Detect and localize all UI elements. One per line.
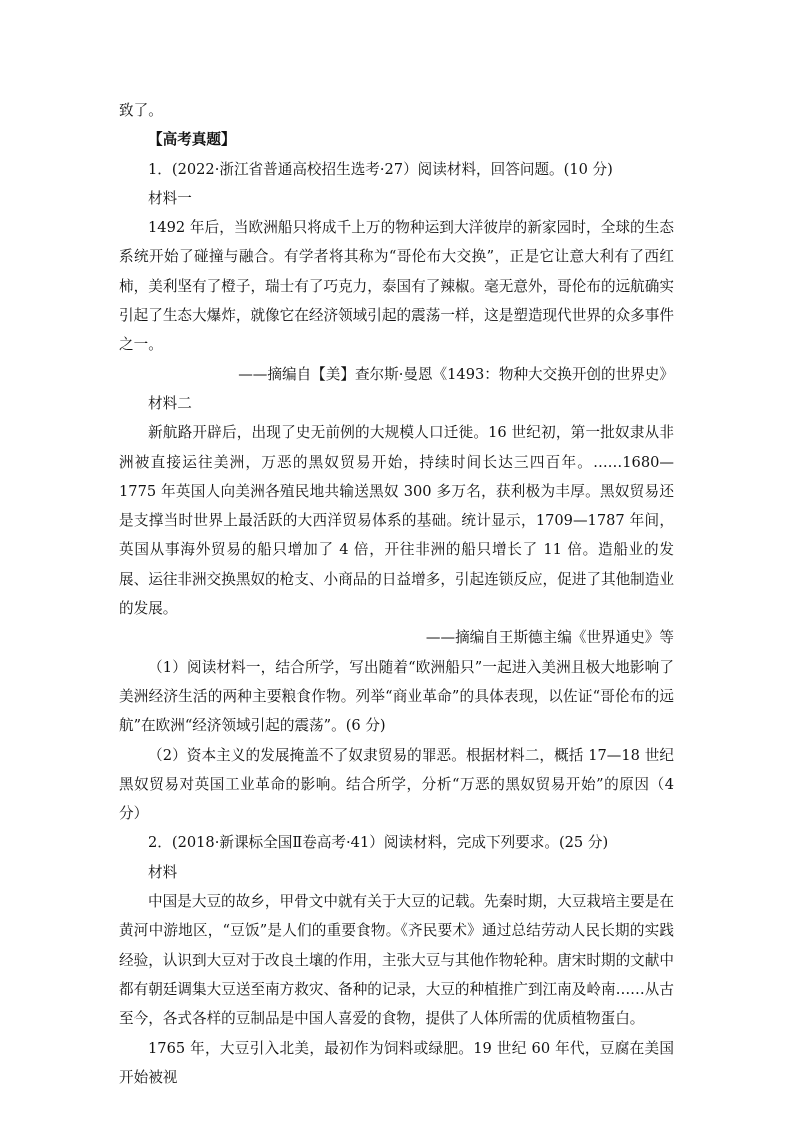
question-1-part-2: （2）资本主义的发展掩盖不了奴隶贸易的罪恶。根据材料二，概括 17—18 世纪黑奴贸易对英国工业革命的影响。结合所学，分析“万恶的黑奴贸易开始”的原因（4 分） [119, 746, 674, 823]
section-heading: 【高考真题】 [148, 131, 236, 149]
material-2-body: 新航路开辟后，出现了史无前例的大规模人口迁徙。16 世纪初，第一批奴隶从非洲被直接运往美洲，万恶的黑奴贸易开始，持续时间长达三四百年。……1680—1775 年英国人向美洲各殖民地共输送黑奴 300 多万名，获利极为丰厚。黑奴贸易还是支撑当时世界上最活跃的大西洋贸易体系的基础。统计显示，1709—1787 年间，英国从事海外贸易的船只增加了 4 倍，开往非洲的船只增长了 11 倍。造船业的发展、运往非洲交换黑奴的枪支、小商品的日益增多，引起连锁反应，促进了其他制造业的发展。 [119, 424, 674, 618]
material-1-body: 1492 年后，当欧洲船只将成千上万的物种运到大洋彼岸的新家园时，全球的生态系统开始了碰撞与融合。有学者将其称为“哥伦布大交换”，正是它让意大利有了西红柿，美利坚有了橙子，瑞士有了巧克力，泰国有了辣椒。毫无意外，哥伦布的远航确实引起了生态大爆炸，就像它在经济领域引起的震荡一样，这是塑造现代世界的众多事件之一。 [119, 219, 674, 354]
question-1-header: 1．(2022·浙江省普通高校招生选考·27）阅读材料，回答问题。(10 分) [148, 160, 613, 178]
material-2-label: 材料二 [148, 394, 192, 412]
material-2-source: ——摘编自王斯德主编《世界通史》等 [425, 629, 674, 647]
material-1-label: 材料一 [148, 189, 192, 207]
material-1-source: ——摘编自【美】查尔斯·曼恩《1493：物种大交换开创的世界史》 [238, 365, 674, 383]
document-page [119, 96, 674, 1092]
material-label: 材料 [148, 863, 178, 881]
question-2-header: 2．(2018·新课标全国Ⅱ卷高考·41）阅读材料，完成下列要求。(25 分) [148, 834, 609, 852]
material-body-continued: 1765 年，大豆引入北美，最初作为饲料或绿肥。19 世纪 60 年代，豆腐在美国开始被视 [119, 1039, 674, 1086]
material-body: 中国是大豆的故乡，甲骨文中就有关于大豆的记载。先秦时期，大豆栽培主要是在黄河中游地区，“豆饭”是人们的重要食物。《齐民要术》通过总结劳动人民长期的实践经验，认识到大豆对于改良土壤的作用，主张大豆与其他作物轮种。唐宋时期的文献中都有朝廷调集大豆送至南方救灾、备种的记录，大豆的种植推广到江南及岭南……从古至今，各式各样的豆制品是中国人喜爱的食物，提供了人体所需的优质植物蛋白。 [119, 893, 674, 1028]
question-1-part-1: （1）阅读材料一，结合所学，写出随着“欧洲船只”一起进入美洲且极大地影响了美洲经济生活的两种主要粮食作物。列举“商业革命”的具体表现，以佐证“哥伦布的远航”在欧洲“经济领域引起的震荡”。(6 分) [119, 658, 674, 735]
text-line-continuation: 致了。 [119, 102, 163, 119]
